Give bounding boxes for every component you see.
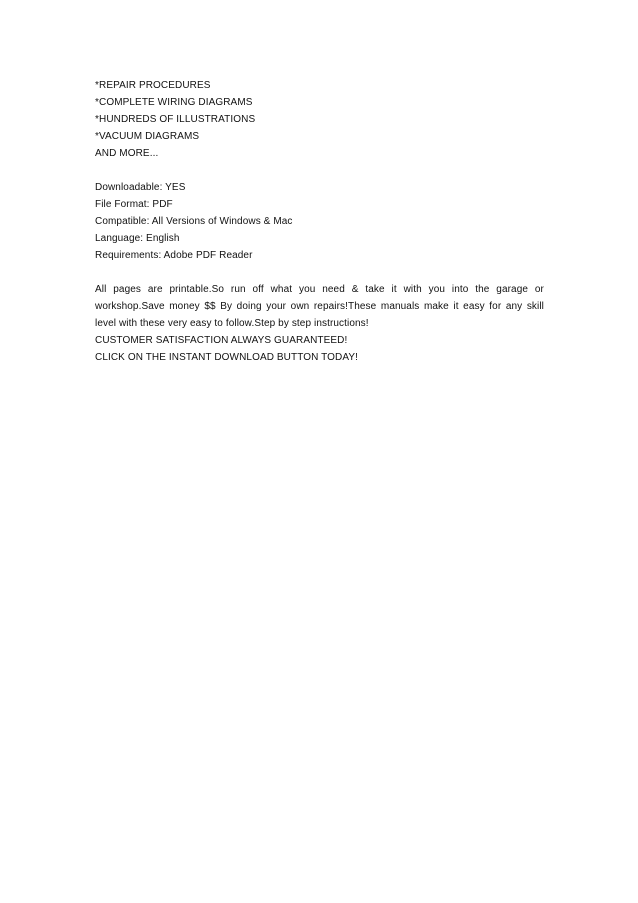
feature-list	[95, 77, 544, 162]
spec-file-format: File Format: PDF	[95, 199, 173, 210]
description-paragraph: All pages are printable.So run off what you need & take it with you into the garage or workshop.Save money $$ By doing your own repairs!These manuals make it easy for any skill level with these very easy to follow.Step by step instructions!	[95, 284, 544, 329]
spacer	[95, 264, 544, 281]
closing-section	[95, 281, 544, 366]
spec-compatible: Compatible: All Versions of Windows & Mac	[95, 216, 293, 227]
call-to-action-text: CLICK ON THE INSTANT DOWNLOAD BUTTON TODAY!	[95, 352, 359, 363]
feature-item: *VACUUM DIAGRAMS	[95, 131, 200, 142]
feature-item: *COMPLETE WIRING DIAGRAMS	[95, 97, 253, 108]
spec-downloadable: Downloadable: YES	[95, 182, 186, 193]
guarantee-text: CUSTOMER SATISFACTION ALWAYS GUARANTEED!	[95, 335, 348, 346]
spacer	[95, 162, 544, 179]
feature-item: *HUNDREDS OF ILLUSTRATIONS	[95, 114, 256, 125]
spec-language: Language: English	[95, 233, 180, 244]
feature-item: *REPAIR PROCEDURES	[95, 80, 211, 91]
spec-requirements: Requirements: Adobe PDF Reader	[95, 250, 253, 261]
spec-list	[95, 179, 544, 264]
feature-item: AND MORE...	[95, 148, 159, 159]
document-body	[95, 77, 544, 366]
